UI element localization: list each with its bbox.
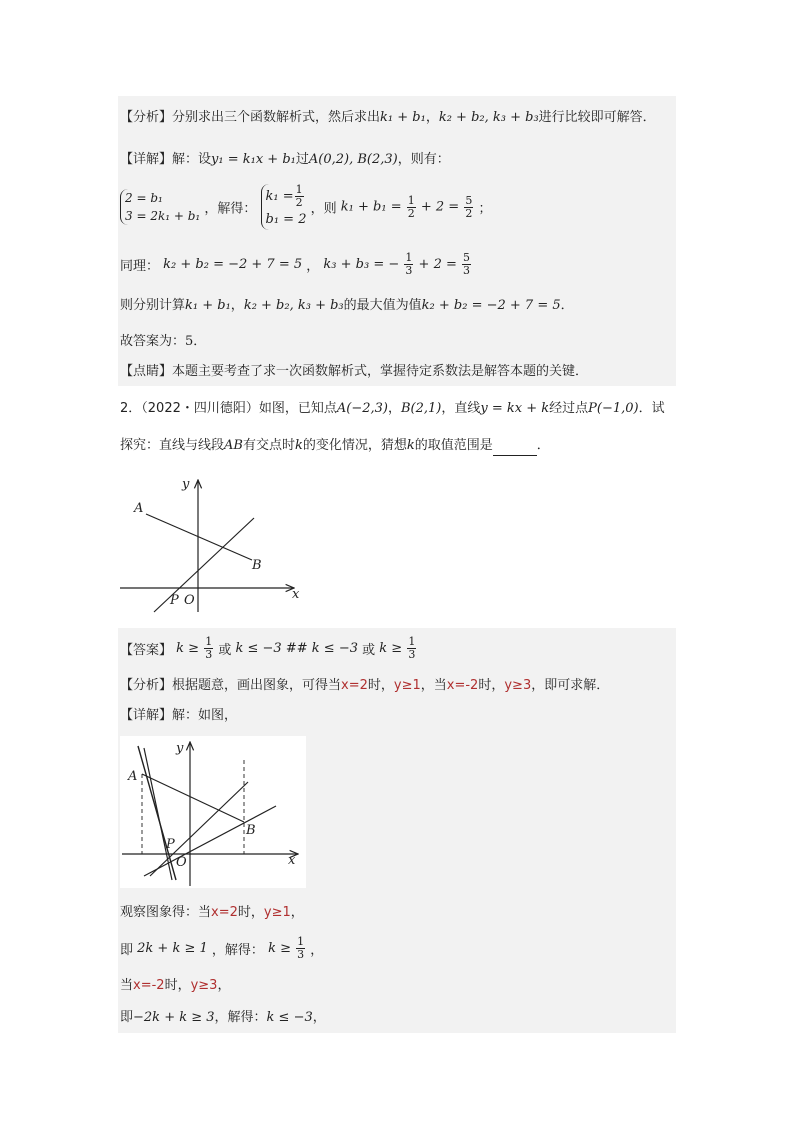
comment-line: 【点睛】本题主要考查了求一次函数解析式，掌握待定系数法是解答本题的关键．: [120, 364, 589, 379]
detail-2-line: 【详解】解：如图，: [120, 708, 238, 723]
system-row: 3 = 2k₁ + b₁: [125, 209, 201, 223]
math-expr: k₂ + b₂, k₃ + b₃: [438, 110, 539, 125]
math-expr: y₁ = k₁x + b₁: [211, 152, 296, 167]
detail-tag: 【详解】: [120, 152, 173, 167]
comment-tag: 【点睛】: [120, 364, 173, 379]
x-label: x: [288, 853, 296, 868]
observation-line: 观察图象得：当x=2时，y≥1，: [120, 905, 304, 920]
analysis-text: 分别求出三个函数解析式，然后求出: [172, 110, 381, 125]
detail-line: 【详解】解：设y₁ = k₁x + b₁过A(0,2), B(2,3)，则有：: [120, 152, 450, 167]
step-1-line: 即 2k + k ≥ 1 ，解得： k ≥ $\frac{1}{3}$ ，: [120, 935, 324, 961]
question-figure: [118, 474, 308, 614]
answer-2-line: 【答案】 k ≥ $\frac{1}{3}$ 或 k ≤ −3 ## k ≤ −3 或 k ≥ $\frac{1}{3}$: [120, 635, 416, 661]
answer-blank: [493, 441, 537, 456]
origin-label: O: [176, 855, 187, 870]
line-through-p: [154, 518, 254, 612]
line-through-a-2: [144, 748, 172, 880]
compare-line: 则分别计算k₁ + b₁，k₂ + b₂, k₃ + b₃的最大值为值k₂ + b₂ = −2 + 7 = 5．: [120, 298, 574, 313]
point-a-label: A: [128, 769, 138, 784]
origin-label: O: [184, 593, 195, 608]
analysis-tag: 【分析】: [120, 110, 173, 125]
line-through-a: [138, 746, 176, 880]
point-a-label: A: [134, 501, 144, 516]
analysis-line: 【分析】分别求出三个函数解析式，然后求出k₁ + b₁，k₂ + b₂, k₃ + b₃进行比较即可解答．: [120, 110, 656, 125]
math-expr: k₁ + b₁: [380, 110, 426, 125]
point-b-label: B: [252, 558, 262, 573]
likewise-line: 同理： k₂ + b₂ = −2 + 7 = 5 ， k₃ + b₃ = − $\frac{1}{3}$ + 2 = $\frac{5}{3}$: [120, 251, 471, 277]
point-b-label: B: [246, 823, 256, 838]
step-2-line: 当x=-2时，y≥3，: [120, 978, 231, 993]
question-2-line-2: 探究：直线与线段AB有交点时k的变化情况，猜想k的取值范围是 ．: [120, 436, 550, 456]
y-label: y: [182, 477, 190, 492]
x-label: x: [292, 587, 300, 602]
point-p-label: P: [170, 593, 179, 608]
step-3-line: 即−2k + k ≥ 3，解得：k ≤ −3，: [120, 1010, 326, 1025]
math-expr: A(0,2), B(2,3): [308, 152, 398, 167]
analysis-2-line: 【分析】根据题意，画出图象，可得当x=2时，y≥1，当x=-2时，y≥3，即可求解．: [120, 678, 610, 693]
y-label: y: [176, 741, 184, 756]
system-row: 2 = b₁: [125, 191, 163, 205]
equation-system: 2 = b₁ 3 = 2k₁ + b₁ ，解得： k₁ = $\frac{1}{2}$ b₁ = 2 ，则 k₁ + b₁ = $\frac{1}{2}$ + 2 = $\frac{5}{2}$ ；: [120, 184, 492, 230]
question-2-line-1: 2．（2022・四川德阳）如图，已知点A(−2,3)，B(2,1)，直线y = kx + k经过点P(−1,0)．试: [120, 401, 665, 416]
solution-figure: [120, 736, 306, 888]
answer-line: 故答案为：5．: [120, 334, 207, 349]
segment-ab: [146, 514, 252, 560]
point-p-label: P: [166, 837, 175, 852]
